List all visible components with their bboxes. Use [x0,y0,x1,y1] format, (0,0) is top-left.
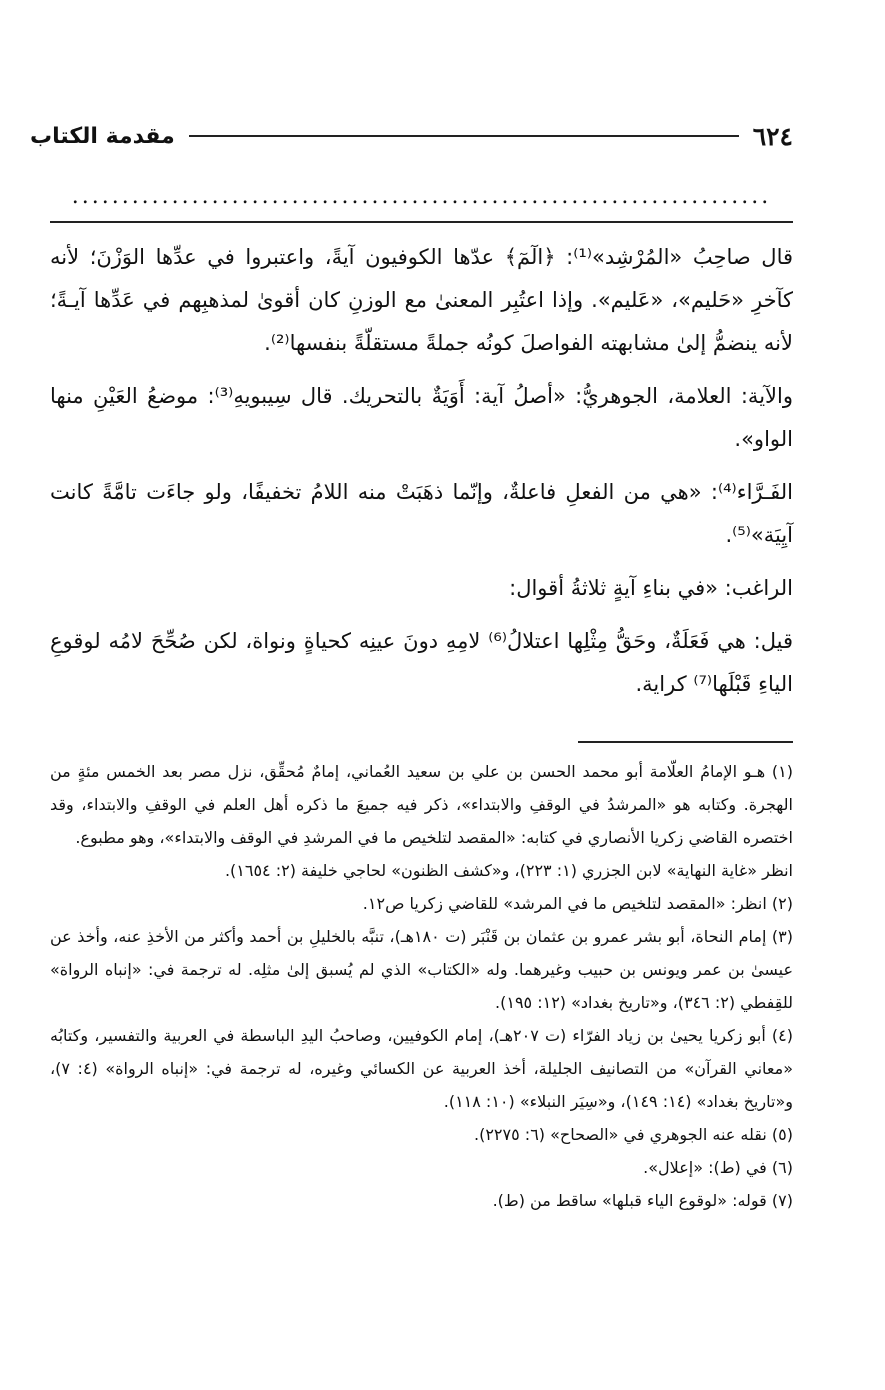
footnote-5: (٥) نقله عنه الجوهري في «الصحاح» (٦: ٢٢٧٥). [474,1125,793,1144]
paragraph-raghib: الراغب: «في بناءِ آيةٍ ثلاثةُ أقوال: [509,576,793,600]
footnotes [50,755,793,1217]
footnote-2: (٢) انظر: «المقصد لتلخيص ما في المرشد» للقاضي زكريا ص١٢. [362,894,793,913]
header-rule [189,135,739,137]
paragraph-murshid: قال صاحِبُ «المُرْشِد»⁽¹⁾: ﴿الٓمٓ﴾ عدّها الكوفيون آيةً، واعتبروا في عدِّها الوَزْنَ؛ لأنه كآخرِ «حَليم»، «عَليم». وإذا اعتُبِر المعنىٰ مع الوزنِ كان أقوىٰ لمذهبِهم في عَدِّها آيـةً؛ لأنه ينضمُّ إلىٰ مشابهته الفواصلَ كونُه جملةً مستقلّةً بنفسها⁽²⁾. [50,245,794,355]
footnote-1-sources: انظر «غاية النهاية» لابن الجزري (١: ٢٢٣)، و«كشف الظنون» لحاجي خليفة (٢: ١٦٥٤). [224,861,793,880]
page-number: ٦٢٤ [752,121,793,151]
dotted-separator: ...................................................................... [71,184,772,209]
footnote-1: (١) هـو الإمامُ العلّامة أبو محمد الحسن بن علي بن سعيد العُماني، إمامٌ مُحقِّق، نزل مصر بعد الخمس مئةٍ من الهجرة. وكتابه هو «المرشدُ في الوقفِ والابتداء»، ذكر فيه جميعَ ما ذكره أهل العلم في الوقفِ والابتداء، وقد اختصره القاضي زكريا الأنصاري في كتابه: «المقصد لتلخيص ما في المرشدِ في الوقف والابتداء»، وهو مطبوع. [50,762,793,847]
footnote-rule [578,741,793,743]
footnote-6: (٦) في (ط): «إعلال». [643,1158,793,1177]
running-title: مقدمة الكتاب [30,123,175,149]
paragraph-jawhari: والآية: العلامة، الجوهريُّ: «أصلُ آية: أَوَيَةٌ بالتحريك. قال سِيبويهِ⁽³⁾: موضعُ العَيْنِ منها الواو». [50,384,793,451]
footnote-4: (٤) أبو زكريا يحيىٰ بن زياد الفرّاء (ت ٢٠٧هـ)، إمام الكوفيين، وصاحبُ اليدِ الباسطة في العربية والتفسير، وكتابُه «معاني القرآن» من التصانيف الجليلة، أخذ العربية عن الكسائي وغيره، له ترجمة في: «إنباه الرواة» (٤: ٧)، و«تاريخ بغداد» (١٤: ١٤٩)، و«سِيَر النبلاء» (١٠: ١١٨). [50,1026,793,1111]
paragraph-farra: الفَـرَّاء⁽⁴⁾: «هي من الفعلِ فاعلةٌ، وإنّما ذهَبَتْ منه اللامُ تخفيفًا، ولو جاءَت تامَّةً كانت آيِيَة»⁽⁵⁾. [50,480,793,547]
footnote-7: (٧) قوله: «لوقوع الياء قبلها» ساقط من (ط). [492,1191,793,1210]
paragraph-qila: قيل: هي فَعَلَةٌ، وحَقُّ مِثْلِها اعتلالُ⁽⁶⁾ لامِهِ دونَ عينِه كحياةٍ ونواة، لكن صُحِّحَ لامُه لوقوعِ الياءِ قَبْلَها⁽⁷⁾ كراية. [50,629,793,696]
page-header [30,116,793,156]
main-text [50,236,793,716]
footnote-3: (٣) إمام النحاة، أبو بشر عمرو بن عثمان بن قَنْبَر (ت ١٨٠هـ)، تنبَّه بالخليلِ بن أحمد وأكثر من الأخذِ عنه، وأخذ عن عيسىٰ بن عمر ويونس بن حبيب وغيرهما. وله «الكتاب» الذي لم يُسبق إلىٰ مثلِه. له ترجمة في: «إنباه الرواة» للقِفطي (٢: ٣٤٦)، و«تاريخ بغداد» (١٢: ١٩٥). [50,927,794,1012]
top-rule [50,221,793,223]
